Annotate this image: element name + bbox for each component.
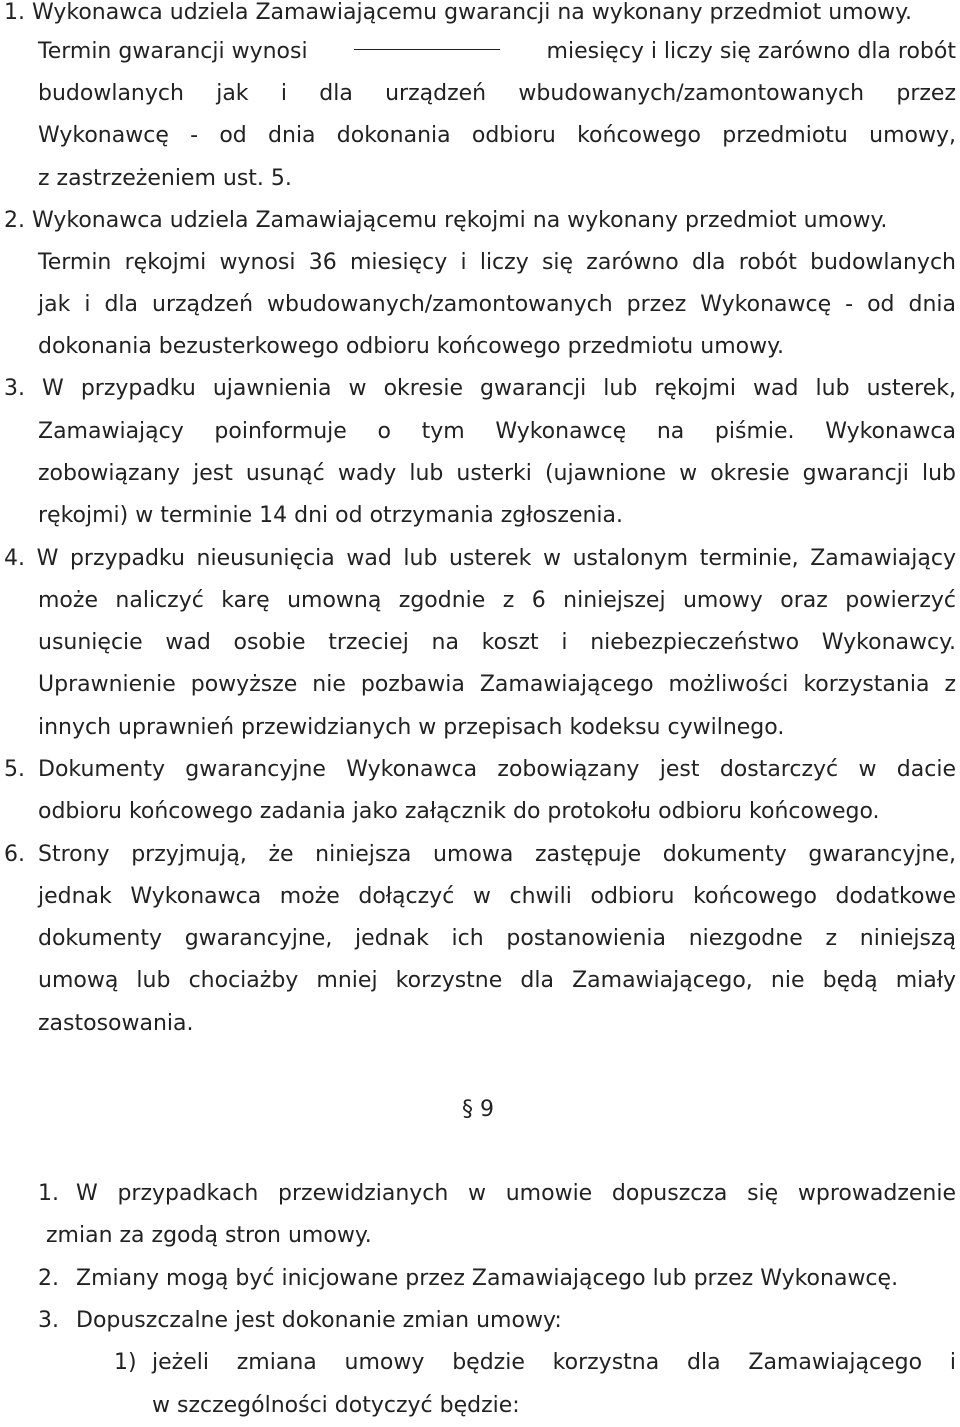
section-number: 9 — [480, 1097, 494, 1122]
p1-line-0: 1. Wykonawca udziela Zamawiającemu gwarancji na wykonany przedmiot umowy. — [4, 0, 912, 25]
s9-item2-line-0: Zmiany mogą być inicjowane przez Zamawiającego lub przez Wykonawcę. — [76, 1266, 899, 1291]
p3-line-2: zobowiązany jest usunąć wady lub usterki (ujawnione w okresie gwarancji lub — [38, 461, 956, 486]
p4-line-1 — [38, 580, 956, 622]
section-heading — [462, 1089, 494, 1131]
p5-line-0: Dokumenty gwarancyjne Wykonawca zobowiązany jest dostarczyć w dacie — [38, 757, 956, 782]
p4-line-2: usunięcie wad osobie trzeciej na koszt i niebezpieczeństwo Wykonawcy. — [38, 630, 956, 655]
s9-sub1-line-1: w szczególności dotyczyć będzie: — [152, 1393, 520, 1418]
warranty-months-blank — [354, 31, 500, 50]
p1-line-1a: Termin gwarancji wynosi — [38, 39, 308, 64]
p2-line-0: 2. Wykonawca udziela Zamawiającemu rękojmi na wykonany przedmiot umowy. — [4, 208, 888, 233]
p6-number: 6. — [4, 842, 25, 867]
p6-line-2: dokumenty gwarancyjne, jednak ich postanowienia niezgodne z niniejszą — [38, 926, 956, 951]
p6-line-3: umową lub chociażby mniej korzystne dla Zamawiającego, nie będą miały — [38, 968, 956, 993]
p6-line-0: Strony przyjmują, że niniejsza umowa zastępuje dokumenty gwarancyjne, — [38, 842, 956, 867]
section-symbol: § — [462, 1097, 473, 1122]
p3-line-1: Zamawiający poinformuje o tym Wykonawcę na piśmie. Wykonawca — [38, 419, 956, 444]
p4-line-4: innych uprawnień przewidzianych w przepisach kodeksu cywilnego. — [38, 715, 785, 740]
s9-item3-number: 3. — [38, 1308, 59, 1333]
s9-item3-line-0: Dopuszczalne jest dokonanie zmian umowy: — [76, 1308, 562, 1333]
p1-line-1b: miesięcy i liczy się zarówno dla robót — [546, 39, 956, 64]
p1-line-1 — [38, 31, 956, 73]
p6-line-4: zastosowania. — [38, 1011, 194, 1036]
s9-item1-line-1: zmian za zgodą stron umowy. — [46, 1223, 372, 1248]
s9-item1-number: 1. — [38, 1181, 59, 1206]
s9-item1-line-0: W przypadkach przewidzianych w umowie dopuszcza się wprowadzenie — [76, 1181, 956, 1206]
p1-line-3: Wykonawcę - od dnia dokonania odbioru końcowego przedmiotu umowy, — [38, 123, 956, 148]
p5-line-1: odbioru końcowego zadania jako załącznik do protokołu odbioru końcowego. — [38, 799, 880, 824]
p1-line-4: z zastrzeżeniem ust. 5. — [38, 166, 292, 191]
p3-line-3: rękojmi) w terminie 14 dni od otrzymania zgłoszenia. — [38, 503, 624, 528]
p2-line-2: jak i dla urządzeń wbudowanych/zamontowanych przez Wykonawcę - od dnia — [38, 292, 956, 317]
p1-line-2: budowlanych jak i dla urządzeń wbudowanych/zamontowanych przez — [38, 81, 956, 106]
s9-sub1-line-0: jeżeli zmiana umowy będzie korzystna dla Zamawiającego i — [152, 1350, 956, 1375]
s9-item2-number: 2. — [38, 1266, 59, 1291]
p2-line-1: Termin rękojmi wynosi 36 miesięcy i liczy się zarówno dla robót budowlanych — [38, 250, 956, 275]
p4-line-0: 4. W przypadku nieusunięcia wad lub usterek w ustalonym terminie, Zamawiający — [4, 546, 956, 571]
p2-line-3: dokonania bezusterkowego odbioru końcowego przedmiotu umowy. — [38, 334, 784, 359]
p4-line-3: Uprawnienie powyższe nie pozbawia Zamawiającego możliwości korzystania z — [38, 672, 956, 697]
p4-line-1-text: może naliczyć karę umowną zgodnie z 6 niniejszej umowy oraz powierzyć — [38, 588, 956, 613]
p6-line-1: jednak Wykonawca może dołączyć w chwili odbioru końcowego dodatkowe — [38, 884, 956, 909]
s9-sub1-number: 1) — [114, 1350, 137, 1375]
p3-line-0: 3. W przypadku ujawnienia w okresie gwarancji lub rękojmi wad lub usterek, — [4, 376, 956, 401]
p5-number: 5. — [4, 757, 25, 782]
